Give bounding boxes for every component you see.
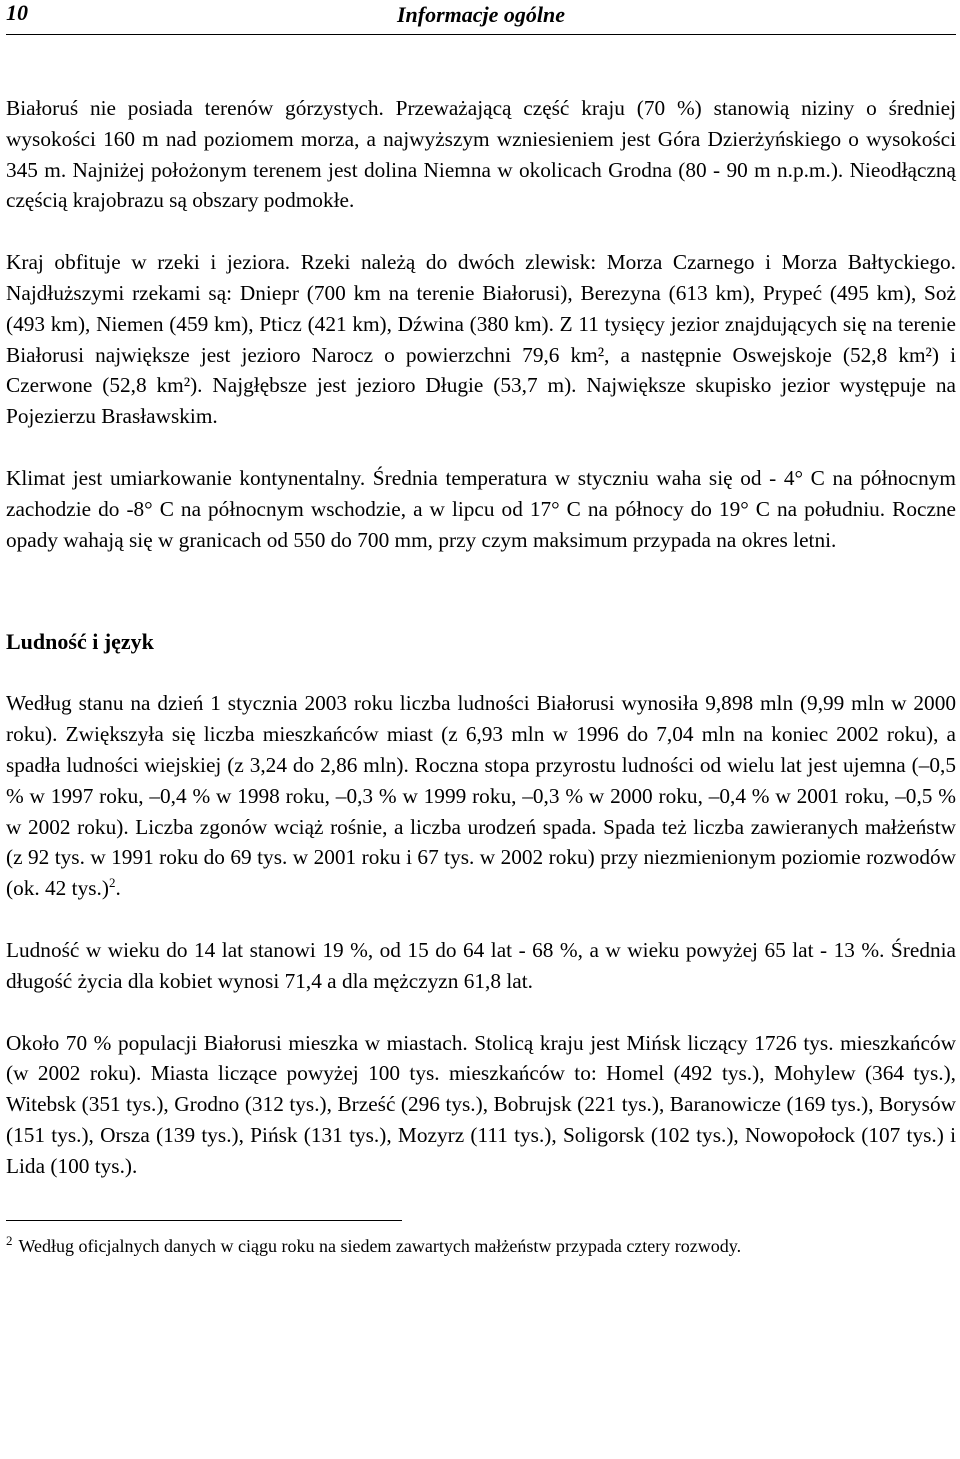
- footnote-reference[interactable]: 2: [108, 875, 116, 891]
- running-title: Informacje ogólne: [396, 2, 566, 27]
- footnote-text: Według oficjalnych danych w ciągu roku na siedem zawartych małżeństw przypada cztery rozwody.: [18, 1235, 742, 1256]
- page-content: [6, 93, 956, 1260]
- section-heading: Ludność i język: [6, 629, 154, 655]
- footnote-mark: 2: [6, 1232, 13, 1248]
- document-page: [6, 0, 956, 1260]
- paragraph-population-end: .: [115, 876, 121, 901]
- page-header: [6, 0, 956, 35]
- paragraph-population-text: Według stanu na dzień 1 stycznia 2003 roku liczba ludności Białorusi wynosiła 9,898 mln (9,99 mln w 2000 roku). Zwiększyła się liczba mieszkańców miast (z 6,93 mln w 1996 do 7,04 mln na koniec 2002 roku), a spadła ludności wiejskiej (z 3,24 do 2,86 mln). Roczna stopa przyrostu ludności od wielu lat jest ujemna (–0,5 % w 1997 roku, –0,4 % w 1998 roku, –0,3 % w 1999 roku, –0,3 % w 2000 roku, –0,4 % w 2001 roku, –0,5 % w 2002 roku). Liczba zgonów wciąż rośnie, a liczba urodzeń spada. Spada też liczba zawieranych małżeństw (z 92 tys. w 1991 roku do 69 tys. w 2001 roku i 67 tys. w 2002 roku) przy niezmienionym poziomie rozwodów (ok. 42 tys.): [6, 691, 956, 901]
- footnote: [6, 1227, 956, 1260]
- paragraph-cities: Około 70 % populacji Białorusi mieszka w miastach. Stolicą kraju jest Mińsk liczący 1726 tys. mieszkańców (w 2002 roku). Miasta liczące powyżej 100 tys. mieszkańców to: Homel (492 tys.), Mohylew (364 tys.), Witebsk (351 tys.), Grodno (312 tys.), Brześć (296 tys.), Bobrujsk (221 tys.), Baranowicze (169 tys.), Borysów (151 tys.), Orsza (139 tys.), Pińsk (131 tys.), Mozyrz (111 tys.), Soligorsk (102 tys.), Nowopołock (107 tys.) i Lida (100 tys.).: [6, 1030, 956, 1178]
- paragraph-rivers-lakes: Kraj obfituje w rzeki i jeziora. Rzeki należą do dwóch zlewisk: Morza Czarnego i Morza Bałtyckiego. Najdłuższymi rzekami są: Dniepr (700 km na terenie Białorusi), Berezyna (613 km), Prypeć (495 km), Soż (493 km), Niemen (459 km), Pticz (421 km), Dźwina (380 km). Z 11 tysięcy jezior znajdujących się na terenie Białorusi największe jest jezioro Narocz o powierzchni 79,6 km², a następnie Oswejskoje (52,8 km²) i Czerwone (52,8 km²). Najgłębsze jest jezioro Długie (53,7 m). Największe skupisko jezior występuje na Pojezierzu Brasławskim.: [6, 250, 956, 429]
- page-number: 10: [6, 0, 28, 25]
- paragraph-population: [6, 688, 956, 904]
- paragraph-terrain: Białoruś nie posiada terenów górzystych. Przeważającą część kraju (70 %) stanowią niziny o średniej wysokości 160 m nad poziomem morza, a najwyższym wzniesieniem jest Góra Dzierżyńskiego o wysokości 345 m. Najniżej położonym terenem jest dolina Niemna w okolicach Grodna (80 - 90 m n.p.m.). Nieodłączną częścią krajobrazu są obszary podmokłe.: [6, 96, 956, 213]
- paragraph-climate: Klimat jest umiarkowanie kontynentalny. Średnia temperatura w styczniu waha się od - 4° C na północnym zachodzie do -8° C na północnym wschodzie, a w lipcu od 17° C na północy do 19° C na południu. Roczne opady wahają się w granicach od 550 do 700 mm, przy czym maksimum przypada na okres letni.: [6, 465, 956, 552]
- paragraph-age-structure: Ludność w wieku do 14 lat stanowi 19 %, od 15 do 64 lat - 68 %, a w wieku powyżej 65 lat - 13 %. Średnia długość życia dla kobiet wynosi 71,4 a dla mężczyzn 61,8 lat.: [6, 937, 956, 993]
- footnote-separator: [6, 1220, 402, 1221]
